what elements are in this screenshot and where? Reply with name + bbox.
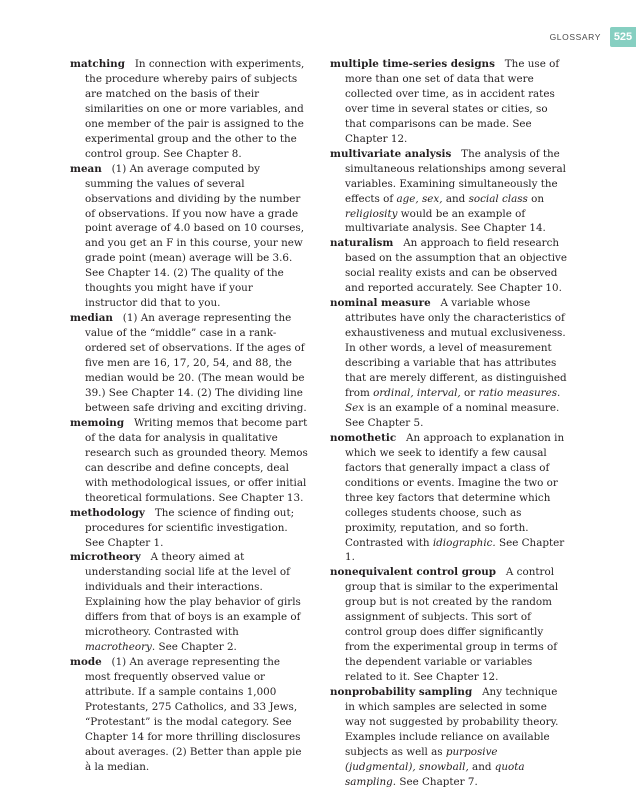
glossary-entry	[70, 550, 308, 655]
glossary-entry	[70, 57, 308, 162]
entry-definition: The science of finding out; procedures for scientific investigation. See Chapter 1.	[85, 506, 295, 549]
entry-term: multivariate analysis	[330, 147, 452, 160]
entry-definition: In connection with experiments, the procedure whereby pairs of subjects are matched on the basis of their similarities on one or more variables, and one member of the pair is assigned to the experimental group and the other to the control group. See Chapter 8.	[85, 58, 305, 160]
page-number: 525	[610, 27, 636, 47]
entry-term: methodology	[70, 506, 145, 519]
right-column	[330, 57, 568, 790]
glossary-entry	[330, 296, 568, 431]
entry-definition: The use of more than one set of data that were collected over time, as in accident rates over time in several states or cities, so that comparisons can be made. See Chapter 12.	[345, 58, 560, 145]
entry-definition: and	[468, 760, 495, 773]
entry-term: microtheory	[70, 551, 141, 564]
glossary-entry	[70, 162, 308, 312]
entry-definition: The analysis of the simultaneous relationships among several variables. Examining simultaneously the effects of	[345, 147, 566, 205]
entry-definition: Writing memos that become part of the data for analysis in qualitative research such as grounded theory. Memos can describe and define concepts, deal with methodological issues, or offer initial theoretical formulations. See Chapter 13.	[85, 416, 308, 504]
glossary-entry	[330, 57, 568, 147]
glossary-entry	[330, 431, 568, 566]
entry-definition: A variable whose attributes have only the characteristics of exhaustiveness and mutual exclusiveness. In other words, a level of measurement describing a variable that has attributes that are merely different, as distinguished from	[345, 297, 567, 399]
entry-definition-italic: age, sex,	[396, 192, 443, 205]
entry-definition-italic: social class	[468, 192, 528, 205]
entry-term: nomothetic	[330, 431, 397, 444]
entry-definition: and	[442, 192, 469, 205]
glossary-entry	[330, 685, 568, 790]
entry-definition-italic: quota sampling.	[345, 760, 525, 788]
left-column	[70, 57, 308, 775]
entry-definition: would be an example of multivariate analysis. See Chapter 14.	[345, 207, 546, 235]
entry-definition-italic: purposive (judgmental), snowball,	[345, 745, 498, 773]
entry-definition: See Chapter 1.	[345, 536, 565, 564]
entry-definition: Any technique in which samples are selected in some way not suggested by probability theory. Examples include reliance on available subjects as well as	[345, 686, 559, 758]
glossary-entry	[70, 655, 308, 775]
entry-definition: (1) An average computed by summing the values of several observations and dividing by the number of observations. If you now have a grade point average of 4.0 based on 10 courses, and you get an F in this course, your new grade point (mean) average will be 3.6. See Chapter 14. (2) The quality of the thoughts you might have if your instructor did that to you.	[85, 162, 305, 310]
entry-term: mode	[70, 656, 102, 669]
entry-definition: (1) An average representing the value of the “middle” case in a rank-ordered set of observations. If the ages of five men are 16, 17, 20, 54, and 88, the median would be 20. (The mean would be 39.) See Chapter 14. (2) The dividing line between safe driving and exciting driving.	[85, 312, 307, 414]
entry-term: naturalism	[330, 237, 394, 250]
glossary-entry	[70, 506, 308, 551]
entry-definition-italic: ordinal, interval,	[373, 386, 461, 399]
entry-definition-italic: ratio measures. Sex	[345, 386, 561, 414]
entry-definition: is an example of a nominal measure. See Chapter 5.	[345, 401, 560, 429]
entry-term: nonprobability sampling	[330, 686, 473, 699]
entry-term: nominal measure	[330, 297, 431, 310]
entry-definition-italic: religiosity	[345, 207, 398, 220]
glossary-entry	[330, 236, 568, 296]
entry-term: matching	[70, 58, 125, 70]
entry-term: mean	[70, 162, 102, 175]
glossary-entry	[70, 311, 308, 416]
entry-definition: . See Chapter 2.	[151, 641, 237, 654]
glossary-entry	[330, 565, 568, 685]
entry-definition: A control group that is similar to the experimental group but is not created by the random assignment of subjects. This sort of control group does differ significantly from the experimental group in terms of the dependent variable or variables related to it. See Chapter 12.	[345, 566, 559, 684]
entry-term: memoing	[70, 416, 125, 429]
entry-definition: or	[460, 386, 479, 399]
entry-term: median	[70, 312, 113, 325]
glossary-entry	[70, 416, 308, 506]
entry-definition: (1) An average representing the most frequently observed value or attribute. If a sample contains 1,000 Protestants, 275 Catholics, and 33 Jews, “Protestant” is the modal category. See Chapter 14 for more thrilling disclosures about averages. (2) Better than apple pie à la median.	[85, 656, 302, 773]
entry-definition-italic: macrotheory	[85, 641, 152, 654]
page-header	[550, 27, 636, 47]
entry-term: nonequivalent control group	[330, 566, 497, 579]
entry-definition-italic: idiographic.	[432, 536, 496, 549]
entry-definition: on	[527, 192, 545, 205]
entry-definition: A theory aimed at understanding social life at the level of individuals and their interactions. Explaining how the play behavior of girls differs from that of boys is an example of microtheory. Contrasted with	[85, 551, 301, 639]
entry-term: multiple time-series designs	[330, 58, 495, 70]
entry-definition: See Chapter 7.	[396, 775, 478, 788]
entry-definition: An approach to field research based on the assumption that an objective social reality exists and can be observed and reported accurately. See Chapter 10.	[345, 237, 567, 295]
section-label: GLOSSARY	[549, 32, 601, 42]
entry-definition: An approach to explanation in which we seek to identify a few causal factors that generally impact a class of conditions or events. Imagine the two or three key factors that determine which colleges students choose, such as proximity, reputation, and so forth. Contrasted with	[345, 431, 565, 549]
glossary-entry	[330, 147, 568, 237]
